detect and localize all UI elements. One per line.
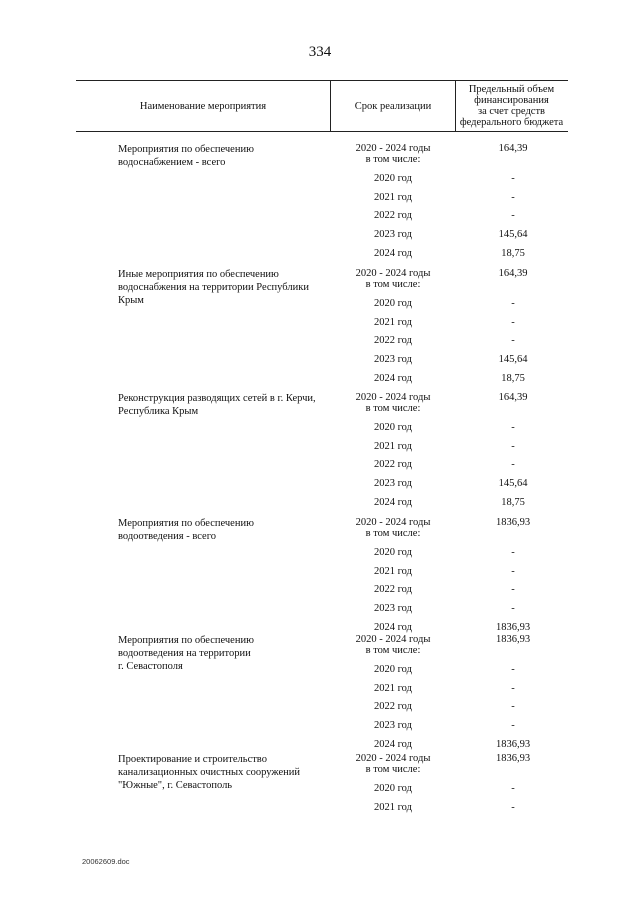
measure-name-line: водоотведения - всего [118, 531, 217, 542]
year-label: 2020 год [374, 664, 412, 675]
measure-name-line: Крым [118, 295, 144, 306]
header-period: Срок реализации [330, 81, 456, 131]
measure-name-line: водоснабжением - всего [118, 157, 226, 168]
year-value: - [511, 565, 515, 577]
year-label: 2021 год [374, 316, 412, 328]
period-line: в том числе: [365, 528, 421, 539]
header-funding-line: Предельный объем [468, 84, 555, 95]
period-line: 2020 - 2024 годы [355, 392, 431, 403]
measure-name-line: Реконструкция разводящих сетей в г. Керчи, [118, 393, 316, 404]
header-funding-line: за счет средств [477, 106, 546, 117]
year-value: - [511, 701, 515, 713]
year-label: 2024 год [374, 621, 412, 633]
year-value: 18,75 [501, 496, 525, 508]
measure-name [118, 517, 328, 543]
year-label: 2021 год [374, 191, 412, 203]
year-value: 145,64 [498, 478, 528, 490]
measure-name [118, 268, 328, 307]
year-label: 2020 год [374, 173, 412, 184]
measure-name-line: водоотведения на территории [118, 648, 251, 659]
year-value: - [511, 664, 515, 675]
period-range [338, 392, 448, 414]
year-value: - [511, 440, 515, 452]
period-line: в том числе: [365, 403, 421, 414]
year-label: 2022 год [374, 701, 412, 713]
header-funding-line: федерального бюджета [459, 117, 564, 128]
year-label: 2024 год [374, 496, 412, 508]
header-name: Наименование мероприятия [139, 100, 267, 112]
year-value: - [511, 801, 515, 813]
year-value: 145,64 [498, 229, 528, 241]
total-value: 1836,93 [495, 634, 531, 645]
total-value: 164,39 [498, 268, 528, 279]
measure-name-line: Мероприятия по обеспечению [118, 635, 254, 646]
year-value: - [511, 547, 515, 558]
year-value: 1836,93 [495, 738, 531, 750]
year-value: 18,75 [501, 247, 525, 259]
total-value: 164,39 [498, 392, 528, 403]
measure-name [118, 634, 328, 673]
year-value: - [511, 210, 515, 222]
year-value: 1836,93 [495, 621, 531, 633]
year-label: 2024 год [374, 372, 412, 384]
measure-name-line: Мероприятия по обеспечению [118, 518, 254, 529]
year-value: 145,64 [498, 354, 528, 366]
year-label: 2022 год [374, 459, 412, 471]
period-line: 2020 - 2024 годы [355, 753, 431, 764]
year-label: 2021 год [374, 440, 412, 452]
page-number: 334 [308, 44, 332, 60]
period-line: в том числе: [365, 645, 421, 656]
year-label: 2020 год [374, 422, 412, 433]
year-value: - [511, 682, 515, 694]
measure-name [118, 753, 328, 792]
measure-name-line: г. Севастополя [118, 661, 183, 672]
period-range [338, 268, 448, 290]
total-value: 1836,93 [495, 753, 531, 764]
year-value: 18,75 [501, 372, 525, 384]
period-line: в том числе: [365, 764, 421, 775]
year-value: - [511, 316, 515, 328]
year-label: 2022 год [374, 584, 412, 596]
period-line: в том числе: [365, 279, 421, 290]
period-range [338, 634, 448, 656]
year-label: 2020 год [374, 547, 412, 558]
year-value: - [511, 335, 515, 347]
measure-name-line: водоснабжения на территории Республики [118, 282, 309, 293]
total-value: 164,39 [498, 143, 528, 154]
year-label: 2023 год [374, 229, 412, 241]
year-label: 2023 год [374, 354, 412, 366]
period-range [338, 143, 448, 165]
period-line: 2020 - 2024 годы [355, 634, 431, 645]
year-label: 2020 год [374, 298, 412, 309]
measure-name-line: канализационных очистных сооружений [118, 767, 300, 778]
measure-name-line: Проектирование и строительство [118, 754, 267, 765]
year-label: 2023 год [374, 478, 412, 490]
period-line: в том числе: [365, 154, 421, 165]
total-value: 1836,93 [495, 517, 531, 528]
year-value: - [511, 298, 515, 309]
period-range [338, 753, 448, 775]
period-line: 2020 - 2024 годы [355, 268, 431, 279]
header-funding-line: финансирования [474, 95, 549, 106]
period-line: 2020 - 2024 годы [355, 143, 431, 154]
year-label: 2024 год [374, 738, 412, 750]
year-value: - [511, 173, 515, 184]
measure-name [118, 143, 328, 169]
year-label: 2021 год [374, 565, 412, 577]
year-label: 2024 год [374, 247, 412, 259]
year-value: - [511, 459, 515, 471]
measure-name-line: Иные мероприятия по обеспечению [118, 269, 279, 280]
year-value: - [511, 584, 515, 596]
measure-name-line: "Южные", г. Севастополь [118, 780, 233, 791]
year-label: 2021 год [374, 801, 412, 813]
year-value: - [511, 720, 515, 732]
year-value: - [511, 422, 515, 433]
file-name: 20062609.doc [82, 857, 130, 866]
period-range [338, 517, 448, 539]
year-label: 2023 год [374, 603, 412, 615]
year-label: 2022 год [374, 335, 412, 347]
year-value: - [511, 783, 515, 794]
measure-name-line: Республика Крым [118, 406, 199, 417]
year-label: 2022 год [374, 210, 412, 222]
measure-name-line: Мероприятия по обеспечению [118, 144, 254, 155]
year-label: 2020 год [374, 783, 412, 794]
year-label: 2021 год [374, 682, 412, 694]
period-line: 2020 - 2024 годы [355, 517, 431, 528]
year-label: 2023 год [374, 720, 412, 732]
year-value: - [511, 191, 515, 203]
year-value: - [511, 603, 515, 615]
measure-name [118, 392, 328, 418]
